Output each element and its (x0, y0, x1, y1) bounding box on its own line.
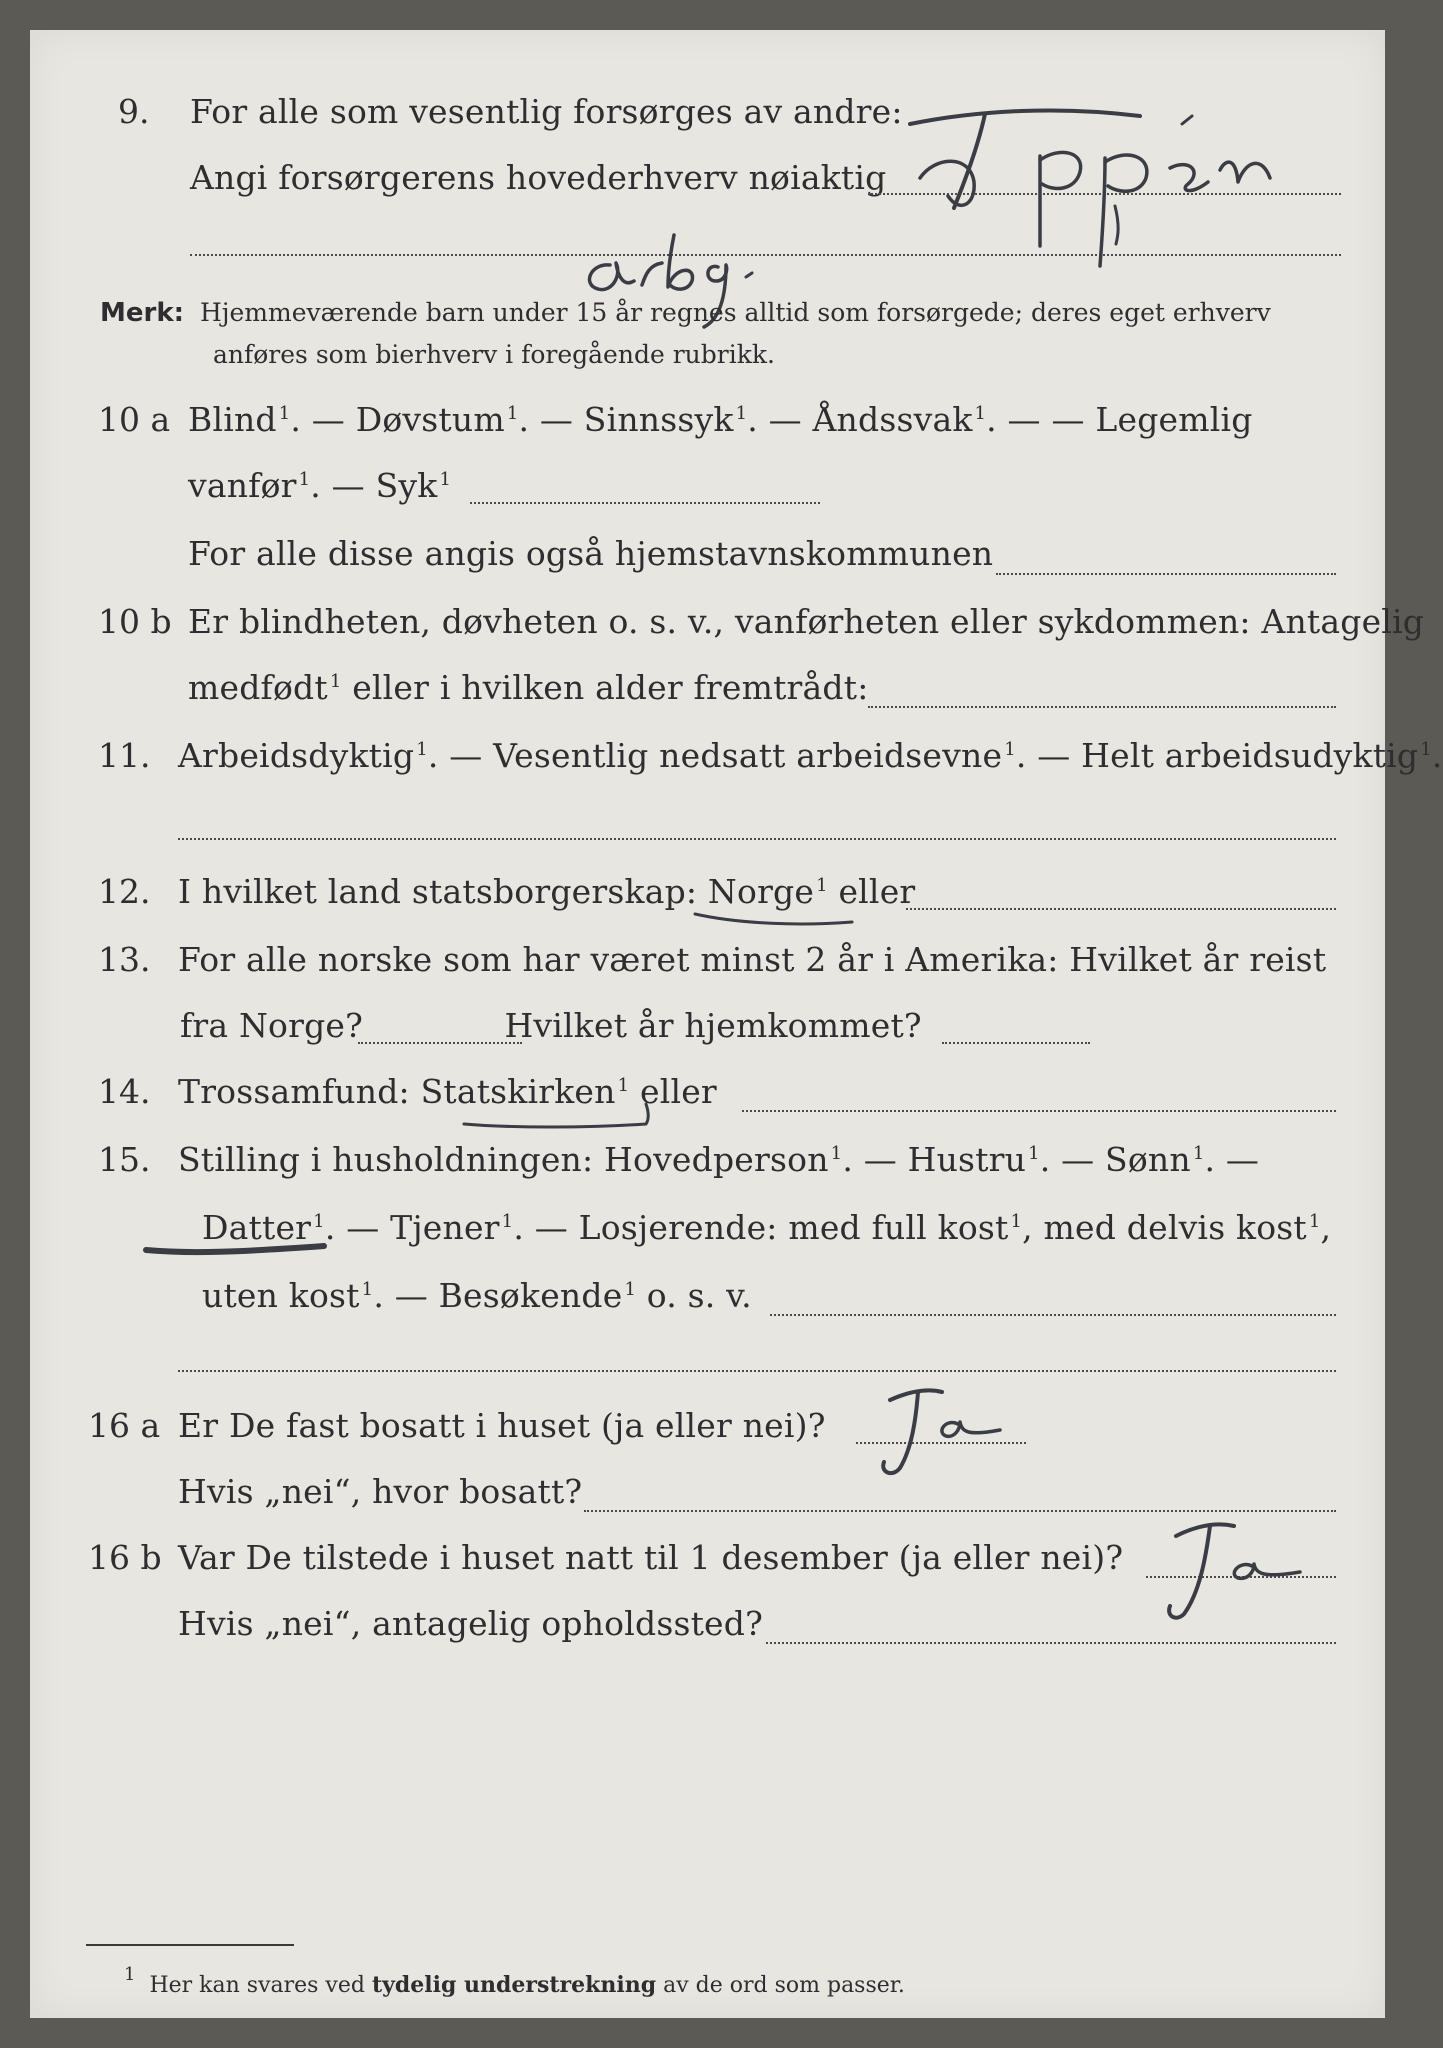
footnote-bold-text: tydelig understrekning (371, 1972, 657, 1998)
q10a-option-sinnssyk: Sinnssyk (583, 400, 734, 439)
q10a-kommune-line (996, 573, 1336, 575)
q12-sup: 1 (816, 875, 828, 896)
question-number-13: 13. (98, 940, 151, 979)
q11-sup-3: 1 (1420, 739, 1432, 760)
q10a-sup-3: 1 (735, 403, 748, 424)
q16a-line1: Er De fast bosatt i huset (ja eller nei)? (178, 1406, 826, 1445)
q15-dash: . — (1204, 1140, 1260, 1179)
q15-sep-2: . — (1039, 1140, 1095, 1179)
q10a-sup-1: 1 (278, 403, 291, 424)
q13-reist-line (358, 1042, 522, 1044)
q10a-option-blind: Blind (188, 400, 277, 439)
footnote-rule (86, 1944, 294, 1946)
merk-note-line1 (100, 298, 1271, 328)
q10b-line2 (188, 668, 869, 707)
q10a-option-syk: Syk (375, 466, 438, 505)
question-number-10b: 10 b (98, 602, 172, 641)
q15-line3 (202, 1276, 752, 1315)
q10a-sep-2: . — (518, 400, 574, 439)
q15-sup-1: 1 (830, 1143, 843, 1164)
q10a-line1 (188, 400, 1253, 439)
q13-question-reist: fra Norge? (180, 1006, 364, 1045)
q10a-sup-4: 1 (974, 403, 987, 424)
q14-answer-line (742, 1110, 1336, 1112)
q15-option-full-kost: med full kost (788, 1208, 1009, 1247)
q12-eller: eller (838, 872, 916, 911)
q15-sup-3: 1 (1192, 1143, 1205, 1164)
q15-sep-4: . — (513, 1208, 568, 1247)
q13-hjemkommet-line (942, 1042, 1090, 1044)
q12-handwritten-underline (690, 898, 870, 938)
q10a-sep-4: . — (986, 400, 1041, 439)
question-number-12: 12. (98, 872, 151, 911)
q10a-sup-7: 1 (439, 469, 452, 490)
q16b-handwritten-ja (1140, 1502, 1360, 1642)
q10a-sep-5: . — (310, 466, 365, 505)
question-number-11: 11. (98, 736, 151, 775)
q10a-sep-3: . — (747, 400, 802, 439)
q9-handwritten-answer (890, 86, 1320, 286)
q16a-line2: Hvis „nei“, hvor bosatt? (178, 1472, 583, 1511)
q13-question-hjemkommet: Hvilket år hjemkommet? (504, 1006, 922, 1045)
q13-line2 (180, 1006, 922, 1045)
q10a-answer-line (470, 502, 820, 504)
q10a-line2 (188, 466, 451, 505)
merk-note-line2: anføres som bierhverv i foregående rubrikk. (213, 340, 775, 369)
q15-sup-6: 1 (1010, 1211, 1023, 1232)
q15-line2: Datter $^1$. — Tjener $^1$. — Losjerende: med full kost $^1$, med delvis kost $^1$, (202, 1208, 1332, 1247)
q14-option-statskirken: Statskirken (420, 1072, 616, 1111)
q13-line1: For alle norske som har været minst 2 år i Amerika: Hvilket år reist (178, 940, 1327, 979)
merk-label: Merk: (100, 298, 185, 328)
question-number-16b: 16 b (88, 1538, 162, 1577)
question-number-15: 15. (98, 1140, 151, 1179)
q10a-line3: For alle disse angis også hjemstavnskommunen (188, 534, 994, 573)
q15-sep-1: . — (842, 1140, 897, 1179)
q11-sup-1: 1 (416, 739, 428, 760)
q15-answer-line-2 (178, 1370, 1336, 1372)
q10b-line1: Er blindheten, døvheten o. s. v., vanførheten eller sykdommen: Antagelig (188, 602, 1425, 641)
q14-eller: eller (639, 1072, 717, 1111)
q15-sup-8: 1 (361, 1279, 374, 1300)
question-number-14: 14. (98, 1072, 151, 1111)
q11-answer-line (178, 838, 1336, 840)
q16b-line2: Hvis „nei“, antagelig opholdssted? (178, 1604, 763, 1643)
q11-option-nedsatt: Vesentlig nedsatt arbeidsevne (493, 736, 1003, 775)
q15-option-datter: Datter (202, 1208, 312, 1247)
q10a-option-andssvak: Åndssvak (812, 400, 973, 439)
q12-text: I hvilket land statsborgerskap: (178, 872, 698, 911)
q10b-answer-line (868, 706, 1336, 708)
q15-sep-5: . — (373, 1276, 428, 1315)
footnote-text-1: Her kan svares ved (149, 1973, 365, 1998)
q15-option-delvis-kost: med delvis kost (1043, 1208, 1307, 1247)
q11-line1: Arbeidsdyktig $^1$. — Vesentlig nedsatt arbeidsevne $^1$. — Helt arbeidsudyktig $^1$. (178, 736, 1443, 775)
question-number-16a: 16 a (88, 1406, 161, 1445)
q11-sep-1: . — (427, 736, 483, 775)
q14-text: Trossamfund: (178, 1072, 410, 1111)
q15-sup-4: 1 (313, 1211, 325, 1232)
footnote-mark: 1 (124, 1964, 136, 1985)
q11-option-arbeidsdyktig: Arbeidsdyktig (178, 736, 415, 775)
q15-option-besokende: Besøkende (438, 1276, 623, 1315)
footnote-text-2: av de ord som passer. (663, 1973, 905, 1998)
q12-answer-line (906, 908, 1336, 910)
q11-sep-2: . — (1015, 736, 1071, 775)
q10b-medfodt: medfødt (188, 668, 328, 707)
q10a-sup-2: 1 (506, 403, 519, 424)
q15-sup-5: 1 (501, 1211, 514, 1232)
q15-sep-3: . — (324, 1208, 380, 1247)
q10a-option-dovstum: Døvstum (355, 400, 505, 439)
q15-handwritten-underline (140, 1228, 340, 1268)
census-form-page (30, 30, 1443, 2018)
q11-sup-2: 1 (1004, 739, 1016, 760)
q15-osv: o. s. v. (646, 1276, 752, 1315)
q11-option-udyktig: Helt arbeidsudyktig (1081, 736, 1419, 775)
question-number-10a: 10 a (98, 400, 171, 439)
q15-answer-line (770, 1314, 1336, 1316)
q14-sup: 1 (617, 1075, 630, 1096)
q15-option-sonn: Sønn (1105, 1140, 1191, 1179)
q14-handwritten-underline (450, 1090, 670, 1140)
footnote (122, 1964, 905, 1998)
q15-line1 (178, 1140, 1259, 1179)
q15-option-uten-kost: uten kost (202, 1276, 360, 1315)
question-number-9: 9. (118, 92, 150, 131)
q9-line2: Angi forsørgerens hovederhverv nøiaktig (190, 158, 887, 197)
q15-sup-2: 1 (1028, 1143, 1040, 1164)
q16a-handwritten-ja (850, 1378, 1050, 1498)
q16b-line1: Var De tilstede i huset natt til 1 desember (ja eller nei)? (178, 1538, 1124, 1577)
q15-sup-9: 1 (624, 1279, 637, 1300)
q15-sup-7: 1 (1308, 1211, 1321, 1232)
q9-line1: For alle som vesentlig forsørges av andre: (190, 92, 903, 131)
q10a-sup-6: 1 (298, 469, 311, 490)
q10a-sep-1: . — (290, 400, 345, 439)
q15-option-hovedperson: Hovedperson (604, 1140, 829, 1179)
q15-text: Stilling i husholdningen: (178, 1140, 594, 1179)
merk-text-1: Hjemmeværende barn under 15 år regnes alltid som forsørgede; deres eget erhverv (199, 298, 1271, 327)
q15-option-hustru: Hustru (907, 1140, 1027, 1179)
q15-option-losjerende: Losjerende: (578, 1208, 778, 1247)
q10a-option-legemlig: — Legemlig (1051, 400, 1253, 439)
q16b-opphold-line (766, 1642, 1336, 1644)
q10b-line2-text: eller i hvilken alder fremtrådt: (352, 668, 869, 707)
q12-option-norge: Norge (707, 872, 815, 911)
q15-option-tjener: Tjener (390, 1208, 500, 1247)
q10a-option-vanfor: vanfør (188, 466, 297, 505)
q10b-sup: 1 (329, 671, 342, 692)
